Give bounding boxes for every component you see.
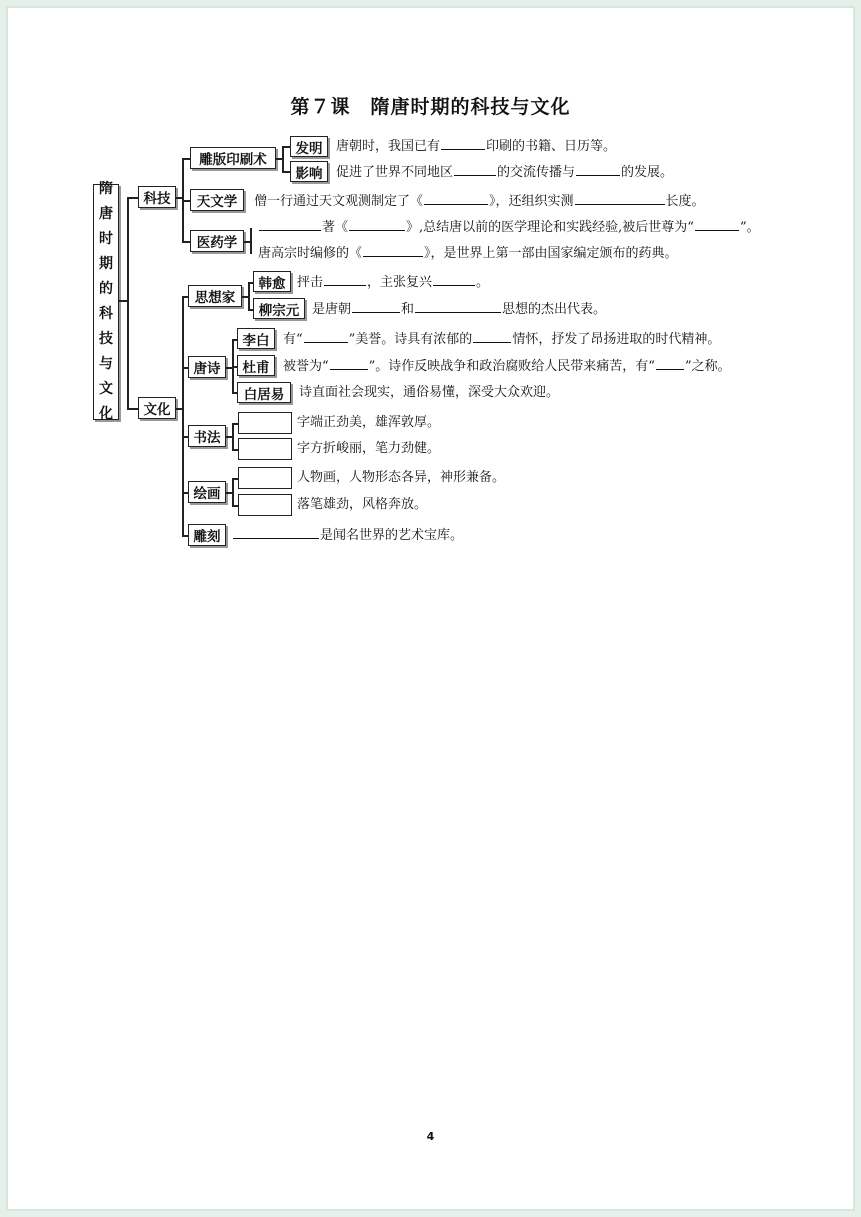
dufu-text: 被誉为“ ”。诗作反映战争和政治腐败给人民带来痛苦，有“ ”之称。 xyxy=(283,359,731,374)
dufu-box: 杜甫 xyxy=(237,355,275,376)
medicine-box: 医药学 xyxy=(190,230,244,252)
printing-box: 雕版印刷术 xyxy=(190,147,276,169)
painting-text-a: 人物画，人物形态各异，神形兼备。 xyxy=(297,470,506,485)
medicine-line-2: 唐高宗时编修的《 》，是世界上第一部由国家编定颁布的药典。 xyxy=(258,246,678,261)
page-number: 4 xyxy=(426,1130,435,1143)
astronomy-box: 天文学 xyxy=(190,189,244,211)
page-title xyxy=(0,92,861,119)
connector xyxy=(127,197,129,409)
page-frame xyxy=(8,8,853,1209)
root-topic-char: 技 xyxy=(99,331,113,347)
liu-text: 是唐朝 和 思想的杰出代表。 xyxy=(312,302,607,317)
hanyu-box: 韩愈 xyxy=(253,271,291,292)
poetry-box: 唐诗 xyxy=(188,356,226,378)
root-topic-char: 的 xyxy=(99,281,113,297)
root-topic-char: 隋 xyxy=(99,181,113,197)
painting-blank-a[interactable] xyxy=(238,467,292,489)
carving-text: 是闻名世界的艺术宝库。 xyxy=(232,526,463,545)
connector xyxy=(119,300,127,302)
libai-box: 李白 xyxy=(237,328,275,349)
root-topic-box xyxy=(93,181,119,422)
painting-blank-b[interactable] xyxy=(238,494,292,516)
invention-box: 发明 xyxy=(290,136,328,157)
calligraphy-blank-a[interactable] xyxy=(238,412,292,434)
lesson-number: 第７课 xyxy=(290,96,351,118)
calligraphy-text-a: 字端正劲美，雄浑敦厚。 xyxy=(297,415,441,430)
calligraphy-box: 书法 xyxy=(188,425,226,447)
root-topic-char: 科 xyxy=(99,306,113,322)
connector xyxy=(248,282,250,310)
culture-box: 文化 xyxy=(138,397,176,419)
carving-box: 雕刻 xyxy=(188,524,226,546)
hanyu-text: 抨击 ，主张复兴 。 xyxy=(297,275,490,290)
root-topic-char: 与 xyxy=(99,356,113,372)
root-topic-char: 文 xyxy=(99,381,113,397)
connector xyxy=(232,423,234,450)
root-topic-char: 期 xyxy=(99,256,113,272)
libai-text: 有“ ”美誉。诗具有浓郁的 情怀，抒发了昂扬进取的时代精神。 xyxy=(283,332,721,347)
connector xyxy=(232,478,234,506)
root-topic-char: 化 xyxy=(99,406,113,422)
root-topic-char: 唐 xyxy=(99,206,113,222)
baijuyi-text: 诗直面社会现实，通俗易懂，深受大众欢迎。 xyxy=(299,385,560,400)
medicine-line-1: 著《 》,总结唐以前的医学理论和实践经验,被后世尊为“ ”。 xyxy=(258,218,760,237)
connector xyxy=(182,296,184,536)
invention-text: 唐朝时，我国已有 印刷的书籍、日历等。 xyxy=(336,139,617,154)
calligraphy-text-b: 字方折峻丽，笔力劲健。 xyxy=(297,441,441,456)
lesson-name: 隋唐时期的科技与文化 xyxy=(370,96,571,118)
root-topic-char: 时 xyxy=(99,231,113,247)
science-box: 科技 xyxy=(138,186,176,208)
painting-text-b: 落笔雄劲，风格奔放。 xyxy=(297,497,428,512)
baijuyi-box: 白居易 xyxy=(237,382,291,403)
calligraphy-blank-b[interactable] xyxy=(238,438,292,460)
thinkers-box: 思想家 xyxy=(188,285,242,307)
connector xyxy=(282,146,284,172)
astronomy-text: 僧一行通过天文观测制定了《 》，还组织实测 长度。 xyxy=(254,194,705,209)
influence-box: 影响 xyxy=(290,161,328,182)
influence-text: 促进了世界不同地区 的交流传播与 的发展。 xyxy=(336,165,674,180)
liu-box: 柳宗元 xyxy=(253,298,305,319)
connector xyxy=(250,228,252,254)
painting-box: 绘画 xyxy=(188,481,226,503)
